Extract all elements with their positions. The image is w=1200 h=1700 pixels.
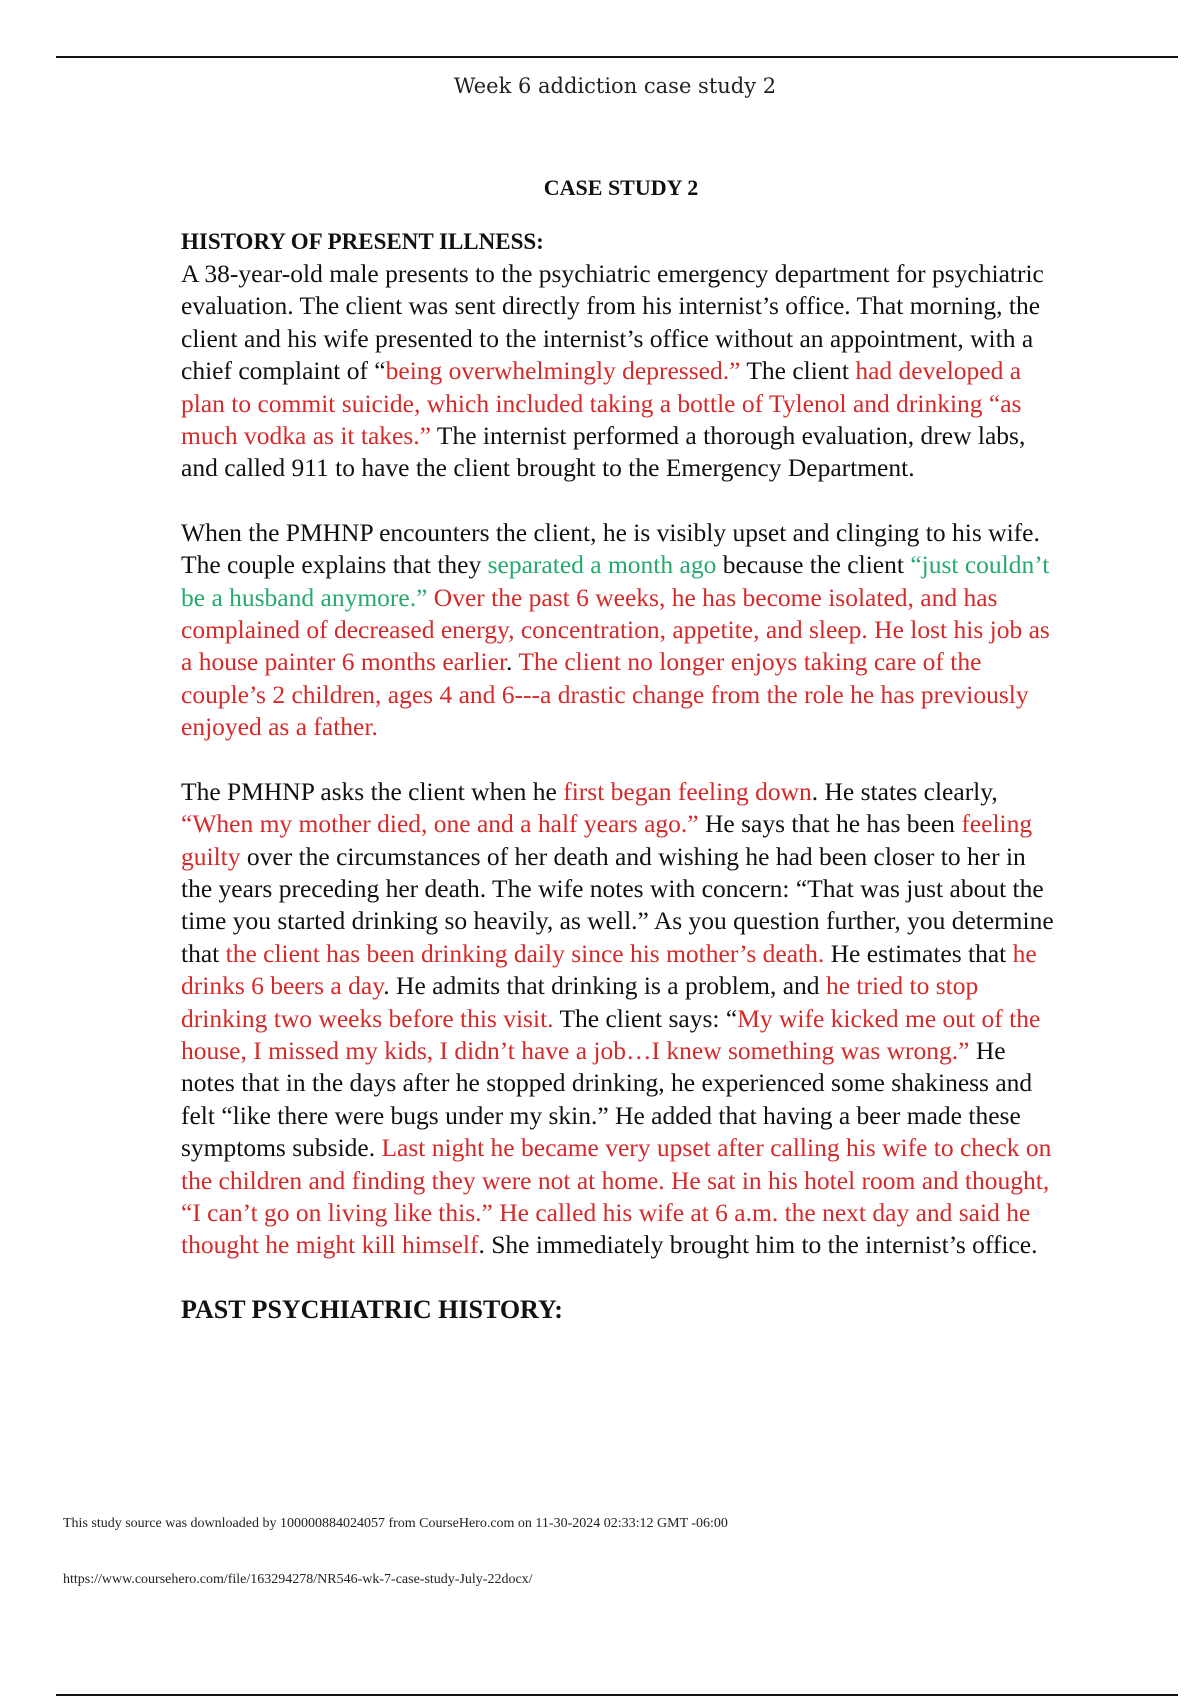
highlight-red-text: Over the past 6 weeks, he has become isolated, and has complained of decreased energy, concentration, appetite, and sleep. He lost his job as a house painter 6 months earlier: [181, 582, 1050, 677]
highlight-red-text: The client no longer enjoys taking care of the couple’s 2 children, ages 4 and 6---a drastic change from the role he has previously enjoyed as a father.: [181, 647, 1029, 742]
hpi-paragraph: [181, 776, 1061, 1262]
highlight-green-text: “just couldn’t be a husband anymore.”: [181, 550, 1050, 612]
body-text: The PMHNP asks the client when he: [181, 776, 564, 806]
bottom-rule: [56, 1694, 1178, 1696]
highlight-red-text: first began feeling down: [563, 776, 812, 806]
highlight-green-text: separated a month ago: [487, 550, 717, 580]
hpi-paragraphs: [181, 258, 1061, 1262]
body-text: . She immediately brought him to the internist’s office.: [478, 1230, 1038, 1260]
highlight-red-text: being overwhelmingly depressed.”: [385, 356, 741, 386]
body-text: The internist performed a thorough evaluation, drew labs, and called 911 to have the client brought to the Emergency Department.: [181, 421, 1026, 483]
body-text: . He admits that drinking is a problem, and: [383, 971, 826, 1001]
hpi-paragraph: [181, 258, 1061, 485]
highlight-red-text: he drinks 6 beers a day: [181, 938, 1037, 1001]
body-text: When the PMHNP encounters the client, he is visibly upset and clinging to his wife. The couple explains that they: [181, 517, 1040, 580]
body-text: The client: [740, 356, 856, 386]
download-note: This study source was downloaded by 100000884024057 from CourseHero.com on 11-30-2024 02:33:12 GMT -06:00: [63, 1516, 728, 1531]
highlight-red-text: My wife kicked me out of the house, I missed my kids, I didn’t have a job…I knew something was wrong.”: [181, 1003, 1041, 1065]
body-text: The client says: “: [553, 1003, 738, 1033]
hpi-paragraph: [181, 517, 1061, 744]
highlight-red-text: feeling guilty: [181, 809, 1033, 871]
highlight-red-text: “When my mother died, one and a half years ago.”: [181, 809, 699, 839]
body-text: He says that he has been: [698, 809, 962, 839]
highlight-red-text: the client has been drinking daily since his mother’s death.: [225, 938, 825, 968]
body-text: A 38-year-old male presents to the psychiatric emergency department for psychiatric evaluation. The client was sent directly from his internist’s office. That morning, the client and his wife presented to the internist’s office without an appointment, with a chief complaint of “: [181, 259, 1044, 386]
top-rule: [56, 56, 1178, 58]
running-header: Week 6 addiction case study 2: [453, 74, 777, 98]
document-title: CASE STUDY 2: [543, 175, 699, 200]
body-text: over the circumstances of her death and wishing he had been closer to her in the years preceding her death. The wife notes with concern: “That was just about the time you started drinking so heavily, as well.” As you question further, you determine that: [181, 841, 1054, 968]
body-text: .: [506, 647, 519, 677]
body-text: He notes that in the days after he stopped drinking, he experienced some shakiness and felt “like there were bugs under my skin.” He added that having a beer made these symptoms subside.: [181, 1035, 1033, 1163]
section-heading-past-psychiatric-history: PAST PSYCHIATRIC HISTORY:: [181, 1294, 563, 1324]
body-text: . He states clearly,: [811, 776, 998, 806]
document-body: [181, 172, 1061, 1326]
highlight-red-text: Last night he became very upset after calling his wife to check on the children and finding they were not at home. He sat in his hotel room and thought, “I can’t go on living like this.” He called his wife at 6 a.m. the next day and said he thought he might kill himself: [181, 1133, 1052, 1260]
source-url: https://www.coursehero.com/file/163294278/NR546-wk-7-case-study-July-22docx/: [63, 1572, 533, 1587]
highlight-red-text: he tried to stop drinking two weeks before this visit.: [181, 971, 979, 1033]
highlight-red-text: had developed a plan to commit suicide, which included taking a bottle of Tylenol and drinking “as much vodka as it takes.”: [181, 356, 1022, 451]
section-heading-hpi: HISTORY OF PRESENT ILLNESS:: [181, 229, 544, 254]
body-text: because the client: [716, 550, 911, 580]
body-text: He estimates that: [824, 938, 1013, 968]
